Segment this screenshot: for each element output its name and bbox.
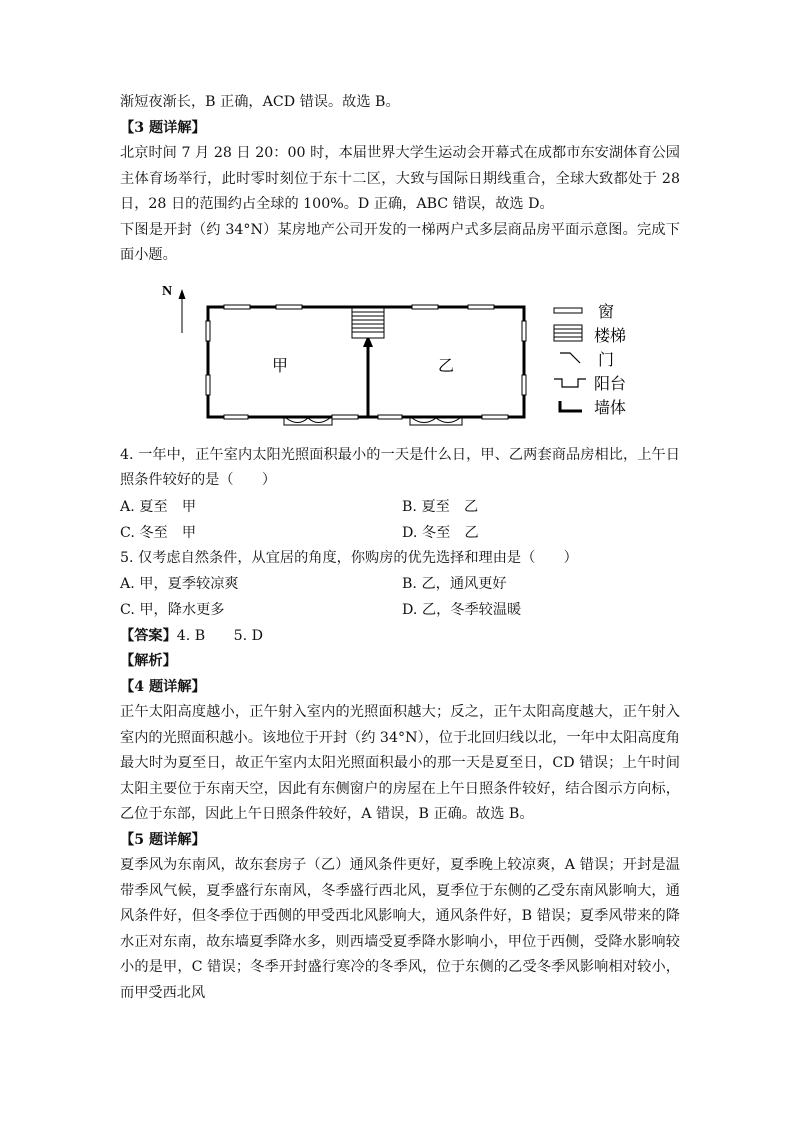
floor-plan-svg [120, 277, 680, 437]
q5-options [120, 571, 680, 623]
answer-text: 4. B 5. D [176, 628, 264, 644]
unit-a-label: 甲 [272, 357, 289, 375]
answer-line [120, 623, 680, 649]
section5-body: 夏季风为东南风，故东套房子（乙）通风条件更好，夏季晚上较凉爽，A 错误；开封是温带季风气候，夏季盛行东南风，冬季盛行西北风，夏季位于东侧的乙受东南风影响大，通风条件好，但冬季位于西侧的甲受西北风影响大，通风条件好，B 错误；夏季风带来的降水正对东南，故东墙夏季降水多，则西墙受夏季降水影响小，甲位于西侧，受降水影响较小的是甲，C 错误；冬季开封盛行寒冷的冬季风，位于东侧的乙受冬季风影响相对较小，而甲受西北风 [120, 857, 680, 1001]
q4-options [120, 494, 680, 546]
answer-label: 【答案】 [120, 628, 177, 644]
q5-option-c: C. 甲，降水更多 [120, 602, 225, 618]
legend-door-label: 门 [598, 349, 615, 369]
intro-line: 渐短夜渐长，B 正确，ACD 错误。故选 B。 [120, 94, 400, 110]
q5-option-b: B. 乙，通风更好 [402, 576, 507, 592]
legend-window-icon [554, 308, 582, 313]
legend-door-icon [560, 353, 580, 363]
unit-b-label: 乙 [438, 357, 455, 375]
document-page [120, 90, 680, 1006]
section4-heading: 【4 题详解】 [120, 678, 206, 695]
legend [554, 302, 626, 417]
q5-stem: 5. 仅考虑自然条件，从宜居的角度，你购房的优先选择和理由是（ ） [120, 549, 578, 566]
floor-plan-diagram [120, 277, 680, 437]
legend-balcony-icon [554, 379, 586, 387]
q4-option-c: C. 冬至 甲 [120, 524, 197, 541]
legend-balcony-label: 阳台 [594, 373, 627, 393]
section3-body: 北京时间 7 月 28 日 20：00 时，本届世界大学生运动会开幕式在成都市东安湖体育公园主体育场举行，此时零时刻位于东十二区，大致与国际日期线重合，全球大致都处于 28 日，28 日的范围约占全球的 100%。D 正确，ABC 错误，故选 D。 [120, 145, 680, 212]
section5-heading: 【5 题详解】 [120, 831, 206, 848]
north-arrow-head [179, 289, 186, 299]
question-stem: 下图是开封（约 34°N）某房地产公司开发的一梯两户式多层商品房平面示意图。完成下面小题。 [120, 221, 680, 263]
section3-heading: 【3 题详解】 [120, 119, 206, 136]
legend-wall-label: 墙体 [594, 397, 627, 417]
legend-stair-label: 楼梯 [594, 325, 627, 345]
q4-option-d: D. 冬至 乙 [402, 524, 479, 541]
legend-window-label: 窗 [598, 301, 615, 321]
q5-option-d: D. 乙，冬季较温暖 [402, 602, 522, 618]
legend-wall-icon [560, 401, 582, 411]
section4-body: 正午太阳高度越小，正午射入室内的光照面积越大；反之，正午太阳高度越大，正午射入室内的光照面积越小。该地位于开封（约 34°N），位于北回归线以北，一年中太阳高度角最大时为夏至日，故正午室内太阳光照面积最小的那一天是夏至日，CD 错误；上午时间太阳主要位于东南天空，因此有东侧窗户的房屋在上午日照条件较好，结合图示方向标，乙位于东部，因此上午日照条件较好，A 错误，B 正确。故选 B。 [120, 704, 680, 822]
q4-option-b: B. 夏至 乙 [402, 498, 479, 515]
q5-option-a: A. 甲，夏季较凉爽 [120, 576, 239, 592]
q4-option-a: A. 夏至 甲 [120, 498, 197, 515]
q4-stem: 4. 一年中，正午室内太阳光照面积最小的一天是什么日，甲、乙两套商品房相比，上午日照条件较好的是（ ） [120, 446, 680, 488]
analysis-label: 【解析】 [120, 653, 177, 669]
north-label: N [162, 283, 173, 299]
